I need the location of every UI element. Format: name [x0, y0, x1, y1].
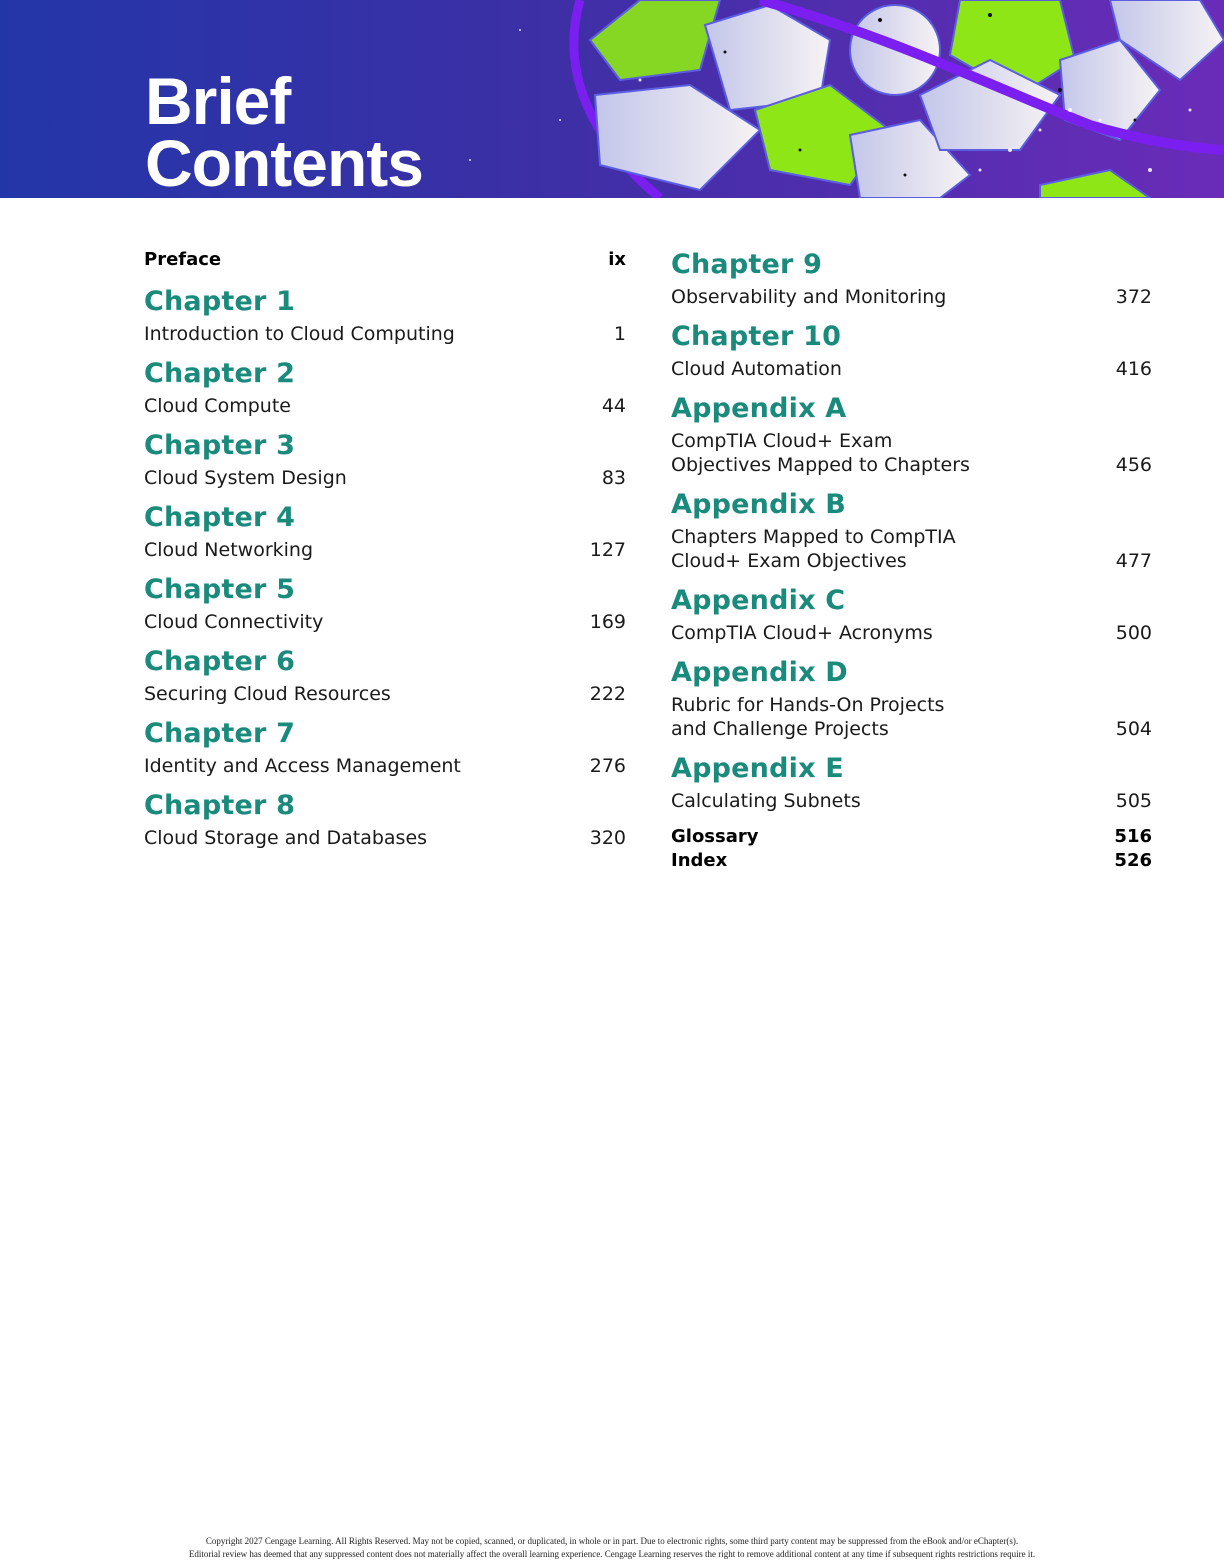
toc-entry-heading: Chapter 1 [144, 286, 296, 317]
toc-right-column [671, 248, 1152, 873]
toc-entry-body [144, 394, 626, 418]
toc-entry-body [144, 538, 626, 562]
index-page: 526 [1114, 850, 1152, 871]
toc-entry-heading: Appendix A [671, 393, 847, 424]
toc-entry[interactable] [144, 789, 626, 850]
toc-entry-heading: Chapter 7 [144, 718, 296, 749]
toc-preface-row[interactable] [144, 248, 626, 272]
index-label: Index [671, 850, 728, 871]
toc-entry-body [144, 466, 626, 490]
toc-entry-title: Cloud Compute [144, 395, 291, 417]
toc-entry-body [671, 621, 1152, 645]
toc-entry-title: Chapters Mapped to CompTIA Cloud+ Exam Objectives [671, 526, 956, 572]
toc-entry-body [671, 285, 1152, 309]
page-title-line-1: Brief [145, 64, 291, 138]
copyright-footer [0, 1535, 1224, 1561]
toc-entry-page: 500 [1115, 622, 1152, 644]
toc-entry-title: Observability and Monitoring [671, 286, 947, 308]
toc-entry-page: 222 [589, 683, 626, 705]
toc-glossary-row[interactable] [671, 825, 1152, 849]
toc-entry[interactable] [671, 248, 1152, 309]
toc-index-row[interactable] [671, 849, 1152, 873]
toc-entry-body [671, 525, 1152, 573]
toc-entry-body [144, 754, 626, 778]
toc-entry-heading: Chapter 3 [144, 430, 296, 461]
toc-entry-body [144, 826, 626, 850]
toc-entry-page: 416 [1115, 358, 1152, 380]
toc-entry-page: 505 [1115, 790, 1152, 812]
toc-entry[interactable] [671, 656, 1152, 741]
toc-entry-heading: Appendix E [671, 753, 844, 784]
toc-entry-heading: Appendix C [671, 585, 846, 616]
preface-label: Preface [144, 249, 222, 270]
toc-entry-body [144, 610, 626, 634]
preface-page: ix [608, 249, 626, 270]
toc-left-column [144, 248, 626, 861]
toc-entry-page: 83 [601, 467, 626, 489]
toc-entry[interactable] [671, 584, 1152, 645]
toc-entry[interactable] [671, 320, 1152, 381]
toc-entry-title: Introduction to Cloud Computing [144, 323, 455, 345]
toc-entry-title: CompTIA Cloud+ Exam Objectives Mapped to Chapters [671, 430, 970, 476]
toc-entry-page: 169 [589, 611, 626, 633]
toc-entry-heading: Chapter 9 [671, 249, 823, 280]
toc-entry-body [144, 682, 626, 706]
glossary-label: Glossary [671, 826, 759, 847]
toc-entry-title: Cloud Networking [144, 539, 314, 561]
page-title [145, 64, 423, 198]
toc-entry-title: Cloud Storage and Databases [144, 827, 428, 849]
toc-entry-page: 127 [589, 539, 626, 561]
toc-entry-heading: Appendix D [671, 657, 848, 688]
toc-entry-title: CompTIA Cloud+ Acronyms [671, 622, 933, 644]
toc-entry-page: 456 [1115, 454, 1152, 476]
toc-entry[interactable] [144, 357, 626, 418]
copyright-line-1: Copyright 2027 Cengage Learning. All Rights Reserved. May not be copied, scanned, or duplicated, in whole or in part. Due to electronic rights, some third party content may be suppressed from the eBook and/or eChapter(s). [205, 1536, 1019, 1546]
toc-entry-page: 1 [613, 323, 626, 345]
toc-entry-heading: Chapter 2 [144, 358, 296, 389]
toc-entry[interactable] [144, 717, 626, 778]
toc-entry-heading: Chapter 8 [144, 790, 296, 821]
toc-entry-heading: Chapter 4 [144, 502, 296, 533]
toc-entry-page: 504 [1115, 718, 1152, 740]
toc-entry-heading: Chapter 6 [144, 646, 296, 677]
toc-entry-title: Cloud System Design [144, 467, 347, 489]
toc-entry-page: 44 [601, 395, 626, 417]
toc-entry-page: 477 [1115, 550, 1152, 572]
toc-entry-title: Identity and Access Management [144, 755, 461, 777]
toc-entry-title: Securing Cloud Resources [144, 683, 391, 705]
toc-entry-body [671, 429, 1152, 477]
toc-entry-heading: Chapter 5 [144, 574, 296, 605]
toc-entry-title: Calculating Subnets [671, 790, 861, 812]
toc-entry-heading: Chapter 10 [671, 321, 842, 352]
toc-entry[interactable] [671, 392, 1152, 477]
toc-entry-page: 372 [1115, 286, 1152, 308]
toc-entry-body [144, 322, 626, 346]
toc-entry[interactable] [144, 285, 626, 346]
toc-entry[interactable] [671, 488, 1152, 573]
toc-entry[interactable] [144, 429, 626, 490]
header-banner [0, 0, 1224, 198]
glossary-page: 516 [1114, 826, 1152, 847]
toc-entry[interactable] [144, 573, 626, 634]
toc-entry-page: 320 [589, 827, 626, 849]
page-title-line-2: Contents [145, 126, 423, 198]
toc-entry[interactable] [144, 501, 626, 562]
toc-entry-body [671, 693, 1152, 741]
toc-entry-page: 276 [589, 755, 626, 777]
toc-entry-title: Cloud Automation [671, 358, 842, 380]
toc-entry-title: Rubric for Hands-On Projects and Challenge Projects [671, 694, 945, 740]
toc-entry[interactable] [671, 752, 1152, 813]
copyright-line-2: Editorial review has deemed that any suppressed content does not materially affect the overall learning experience. Cengage Learning reserves the right to remove additional content at any time if subsequent rights restrictions require it. [188, 1549, 1036, 1559]
toc-entry[interactable] [144, 645, 626, 706]
toc-entry-body [671, 789, 1152, 813]
toc-entry-body [671, 357, 1152, 381]
toc-entry-title: Cloud Connectivity [144, 611, 324, 633]
toc-entry-heading: Appendix B [671, 489, 847, 520]
